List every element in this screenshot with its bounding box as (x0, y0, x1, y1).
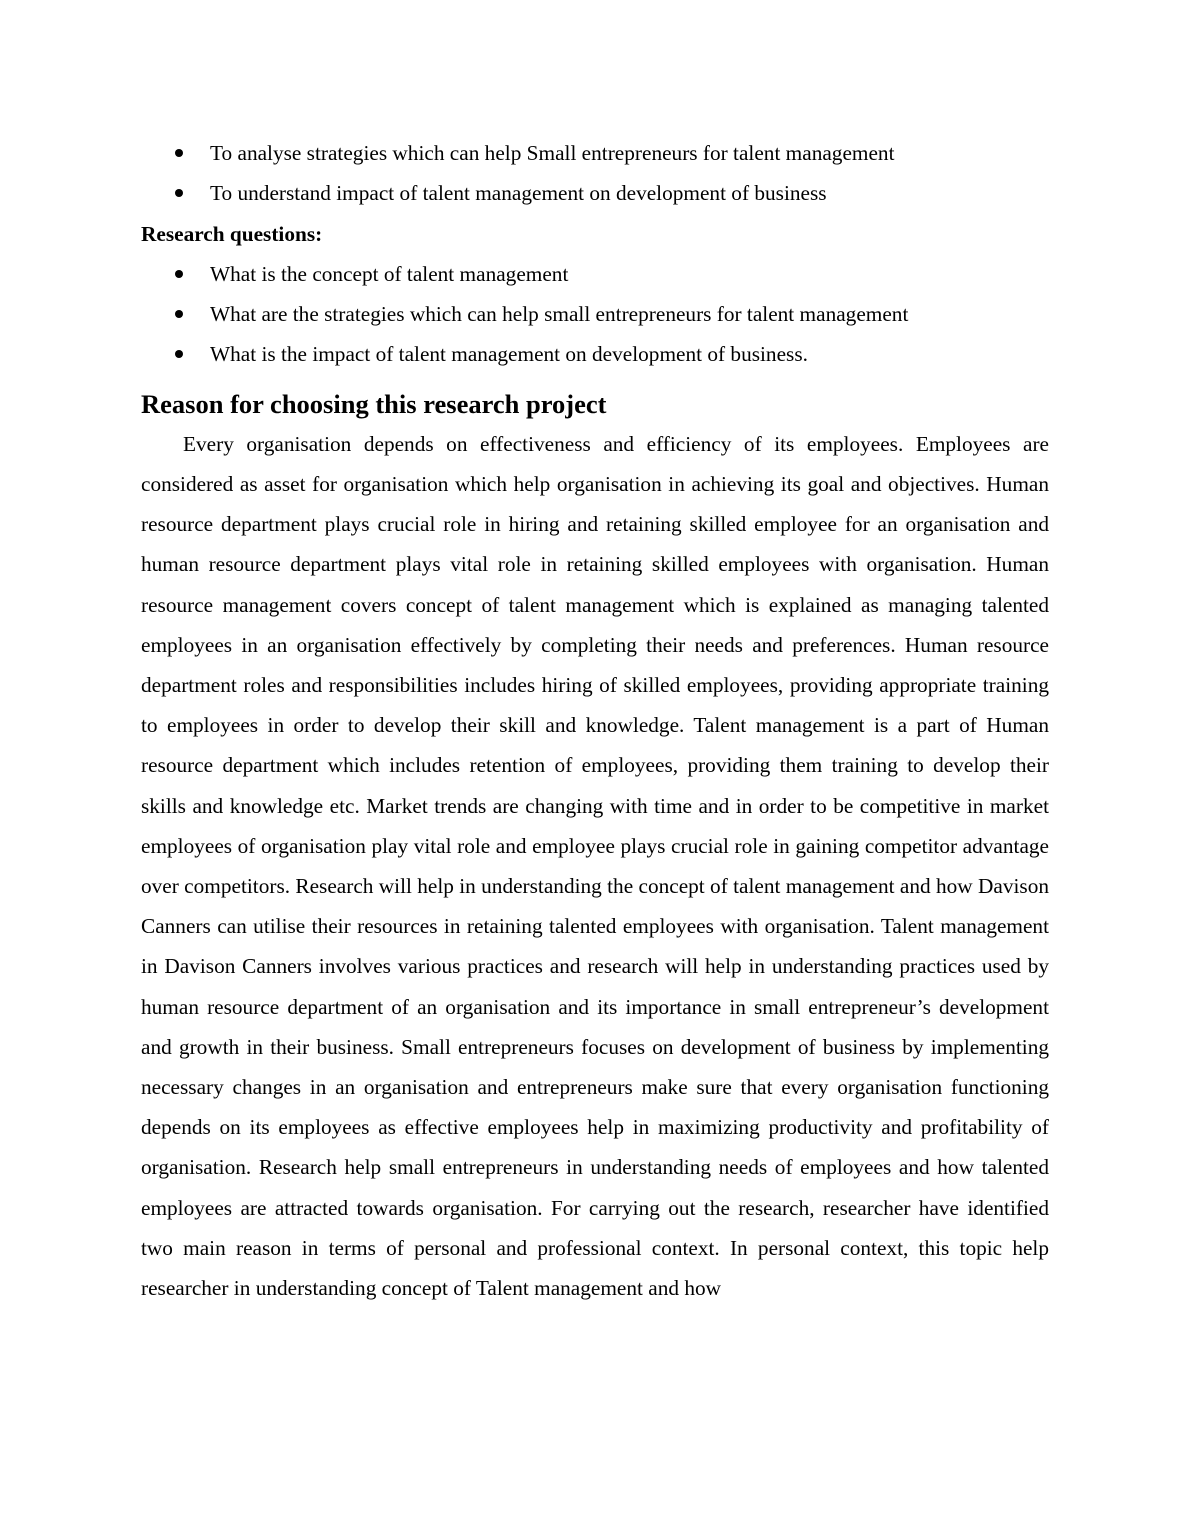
bullet-icon (175, 350, 183, 358)
list-item-text: What is the impact of talent management on development of business. (210, 342, 808, 367)
page-content (141, 133, 1049, 1308)
list-item-text: What are the strategies which can help small entrepreneurs for talent management (210, 302, 909, 327)
bullet-icon (175, 189, 183, 197)
list-item (141, 334, 1049, 374)
list-item (141, 294, 1049, 334)
list-item-text: To analyse strategies which can help Small entrepreneurs for talent management (210, 141, 895, 165)
list-item (141, 133, 1049, 173)
list-item (141, 254, 1049, 294)
list-item-text: To understand impact of talent management on development of business (210, 181, 827, 206)
research-questions-list (141, 254, 1049, 375)
list-item (141, 173, 1049, 213)
list-item-text: What is the concept of talent management (210, 261, 569, 286)
bullet-icon (175, 270, 183, 278)
bullet-icon (175, 149, 183, 157)
section-heading: Reason for choosing this research project (141, 388, 607, 419)
bullet-icon (175, 310, 183, 318)
body-paragraph: Every organisation depends on effectiveness and efficiency of its employees. Employees are considered as asset for organisation which help organisation in achieving its goal and objectives. Human resource department plays crucial role in hiring and retaining skilled employee for an organisation and human resource department plays vital role in retaining skilled employees with organisation. Human resource management covers concept of talent management which is explained as managing talented employees in an organisation effectively by completing their needs and preferences. Human resource department roles and responsibilities includes hiring of skilled employees, providing appropriate training to employees in order to develop their skill and knowledge. Talent management is a part of Human resource department which includes retention of employees, providing them training to develop their skills and knowledge etc. Market trends are changing with time and in order to be competitive in market employees of organisation play vital role and employee plays crucial role in gaining competitor advantage over competitors. Research will help in understanding the concept of talent management and how Davison Canners can utilise their resources in retaining talented employees with organisation. Talent management in Davison Canners involves various practices and research will help in understanding practices used by human resource department of an organisation and its importance in small entrepreneur’s development and growth in their business. Small entrepreneurs focuses on development of business by implementing necessary changes in an organisation and entrepreneurs make sure that every organisation functioning depends on its employees as effective employees help in maximizing productivity and profitability of organisation. Research help small entrepreneurs in understanding needs of employees and how talented employees are attracted towards organisation. For carrying out the research, researcher have identified two main reason in terms of personal and professional context. In personal context, this topic help researcher in understanding concept of Talent management and how (141, 431, 1049, 1301)
objectives-list (141, 133, 1049, 214)
research-questions-label: Research questions: (141, 221, 323, 246)
